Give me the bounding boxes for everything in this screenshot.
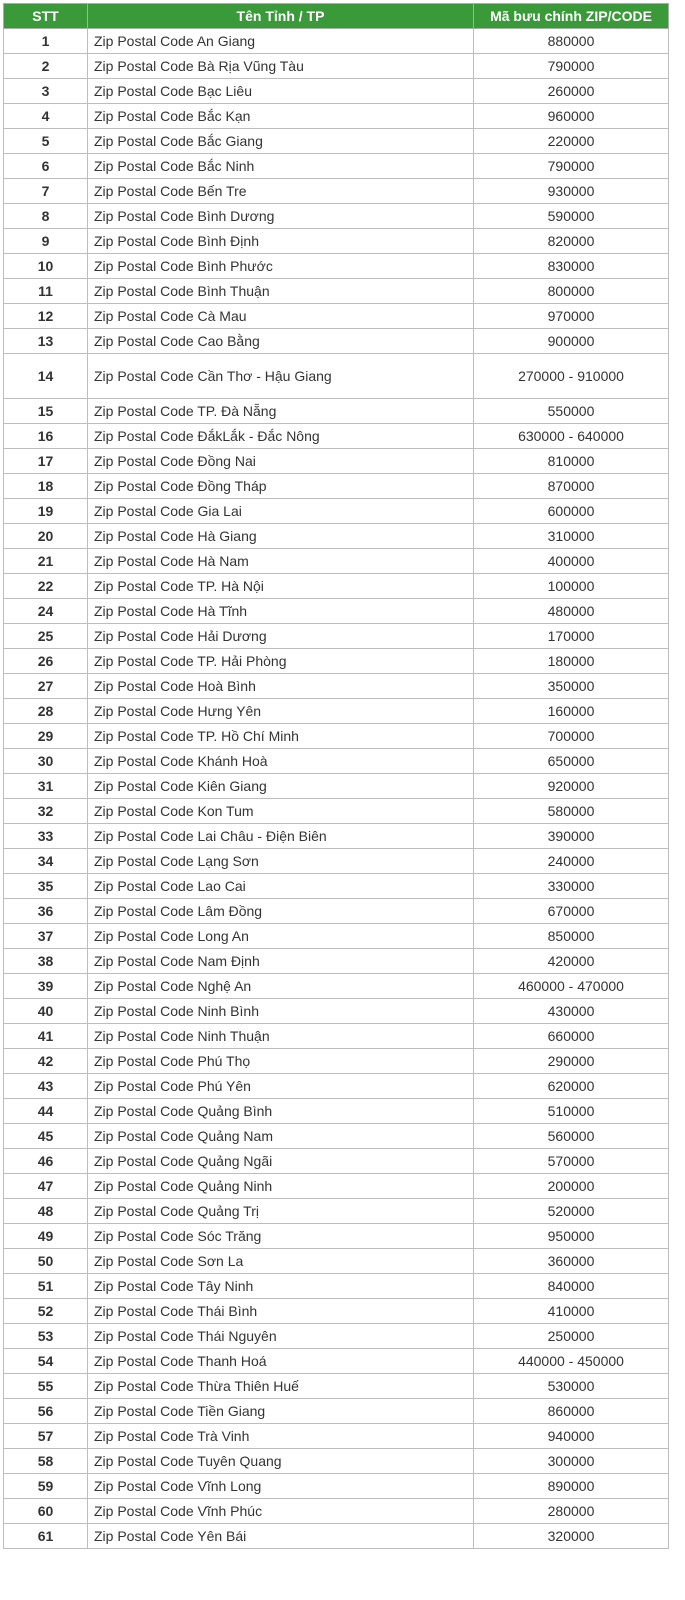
row-stt: 47 (4, 1174, 88, 1199)
row-zip-code: 960000 (474, 104, 669, 129)
row-zip-code: 790000 (474, 154, 669, 179)
table-row (4, 1349, 669, 1374)
row-zip-code: 570000 (474, 1149, 669, 1174)
row-stt: 1 (4, 29, 88, 54)
row-stt: 29 (4, 724, 88, 749)
row-province-name: Zip Postal Code Kon Tum (88, 799, 474, 824)
row-stt: 34 (4, 849, 88, 874)
table-row (4, 1424, 669, 1449)
row-stt: 42 (4, 1049, 88, 1074)
row-stt: 35 (4, 874, 88, 899)
table-row (4, 279, 669, 304)
row-province-name: Zip Postal Code ĐắkLắk - Đắc Nông (88, 424, 474, 449)
table-row (4, 229, 669, 254)
row-province-name: Zip Postal Code Phú Yên (88, 1074, 474, 1099)
row-province-name: Zip Postal Code TP. Hồ Chí Minh (88, 724, 474, 749)
row-province-name: Zip Postal Code Lạng Sơn (88, 849, 474, 874)
row-stt: 55 (4, 1374, 88, 1399)
header-stt: STT (4, 4, 88, 29)
row-zip-code: 170000 (474, 624, 669, 649)
row-zip-code: 160000 (474, 699, 669, 724)
row-province-name: Zip Postal Code Vĩnh Phúc (88, 1499, 474, 1524)
row-stt: 49 (4, 1224, 88, 1249)
row-stt: 58 (4, 1449, 88, 1474)
row-zip-code: 630000 - 640000 (474, 424, 669, 449)
row-province-name: Zip Postal Code Sơn La (88, 1249, 474, 1274)
header-province: Tên Tỉnh / TP (88, 4, 474, 29)
row-zip-code: 800000 (474, 279, 669, 304)
table-row (4, 1124, 669, 1149)
table-row (4, 499, 669, 524)
row-zip-code: 310000 (474, 524, 669, 549)
table-row (4, 129, 669, 154)
row-stt: 30 (4, 749, 88, 774)
row-stt: 12 (4, 304, 88, 329)
row-stt: 50 (4, 1249, 88, 1274)
row-zip-code: 670000 (474, 899, 669, 924)
row-province-name: Zip Postal Code Phú Thọ (88, 1049, 474, 1074)
row-stt: 33 (4, 824, 88, 849)
row-stt: 6 (4, 154, 88, 179)
row-zip-code: 620000 (474, 1074, 669, 1099)
row-province-name: Zip Postal Code Đồng Tháp (88, 474, 474, 499)
row-zip-code: 260000 (474, 79, 669, 104)
table-row (4, 1274, 669, 1299)
table-row (4, 304, 669, 329)
row-province-name: Zip Postal Code Bà Rịa Vũng Tàu (88, 54, 474, 79)
table-row (4, 649, 669, 674)
row-stt: 46 (4, 1149, 88, 1174)
row-province-name: Zip Postal Code Long An (88, 924, 474, 949)
table-row (4, 104, 669, 129)
row-stt: 45 (4, 1124, 88, 1149)
row-stt: 54 (4, 1349, 88, 1374)
table-row (4, 924, 669, 949)
row-zip-code: 250000 (474, 1324, 669, 1349)
row-zip-code: 200000 (474, 1174, 669, 1199)
row-zip-code: 920000 (474, 774, 669, 799)
row-zip-code: 220000 (474, 129, 669, 154)
row-zip-code: 830000 (474, 254, 669, 279)
row-stt: 32 (4, 799, 88, 824)
row-province-name: Zip Postal Code Nghệ An (88, 974, 474, 999)
row-stt: 41 (4, 1024, 88, 1049)
row-stt: 7 (4, 179, 88, 204)
table-row (4, 1224, 669, 1249)
row-stt: 59 (4, 1474, 88, 1499)
row-province-name: Zip Postal Code Bắc Ninh (88, 154, 474, 179)
row-zip-code: 410000 (474, 1299, 669, 1324)
table-row (4, 54, 669, 79)
table-row (4, 874, 669, 899)
row-stt: 61 (4, 1524, 88, 1549)
row-stt: 20 (4, 524, 88, 549)
row-stt: 27 (4, 674, 88, 699)
row-province-name: Zip Postal Code Ninh Thuận (88, 1024, 474, 1049)
row-zip-code: 290000 (474, 1049, 669, 1074)
row-zip-code: 880000 (474, 29, 669, 54)
row-zip-code: 600000 (474, 499, 669, 524)
table-row (4, 1099, 669, 1124)
table-row (4, 699, 669, 724)
row-zip-code: 580000 (474, 799, 669, 824)
row-province-name: Zip Postal Code Hà Nam (88, 549, 474, 574)
table-row (4, 524, 669, 549)
row-province-name: Zip Postal Code Thái Nguyên (88, 1324, 474, 1349)
row-province-name: Zip Postal Code Bình Dương (88, 204, 474, 229)
table-row (4, 1474, 669, 1499)
row-stt: 5 (4, 129, 88, 154)
row-province-name: Zip Postal Code Lai Châu - Điện Biên (88, 824, 474, 849)
table-row (4, 154, 669, 179)
row-stt: 9 (4, 229, 88, 254)
table-row (4, 624, 669, 649)
row-province-name: Zip Postal Code Bắc Giang (88, 129, 474, 154)
row-stt: 31 (4, 774, 88, 799)
table-row (4, 399, 669, 424)
table-row (4, 79, 669, 104)
row-zip-code: 940000 (474, 1424, 669, 1449)
row-zip-code: 180000 (474, 649, 669, 674)
row-province-name: Zip Postal Code Quảng Ninh (88, 1174, 474, 1199)
row-zip-code: 950000 (474, 1224, 669, 1249)
table-row (4, 899, 669, 924)
row-stt: 24 (4, 599, 88, 624)
row-province-name: Zip Postal Code Kiên Giang (88, 774, 474, 799)
table-row (4, 1049, 669, 1074)
table-row (4, 1074, 669, 1099)
row-zip-code: 590000 (474, 204, 669, 229)
table-row (4, 599, 669, 624)
row-zip-code: 530000 (474, 1374, 669, 1399)
table-row (4, 354, 669, 399)
row-province-name: Zip Postal Code Cao Bằng (88, 329, 474, 354)
row-province-name: Zip Postal Code An Giang (88, 29, 474, 54)
row-stt: 22 (4, 574, 88, 599)
row-stt: 40 (4, 999, 88, 1024)
row-province-name: Zip Postal Code Quảng Bình (88, 1099, 474, 1124)
row-zip-code: 700000 (474, 724, 669, 749)
table-row (4, 474, 669, 499)
table-row (4, 574, 669, 599)
row-province-name: Zip Postal Code Đồng Nai (88, 449, 474, 474)
table-row (4, 179, 669, 204)
table-row (4, 1199, 669, 1224)
row-province-name: Zip Postal Code Cần Thơ - Hậu Giang (88, 354, 474, 399)
table-header-row (4, 4, 669, 29)
row-province-name: Zip Postal Code Nam Định (88, 949, 474, 974)
row-zip-code: 510000 (474, 1099, 669, 1124)
row-stt: 60 (4, 1499, 88, 1524)
row-zip-code: 520000 (474, 1199, 669, 1224)
row-stt: 8 (4, 204, 88, 229)
table-row (4, 1249, 669, 1274)
table-row (4, 1449, 669, 1474)
row-stt: 39 (4, 974, 88, 999)
row-zip-code: 390000 (474, 824, 669, 849)
table-row (4, 449, 669, 474)
row-zip-code: 480000 (474, 599, 669, 624)
row-province-name: Zip Postal Code Quảng Ngãi (88, 1149, 474, 1174)
row-zip-code: 790000 (474, 54, 669, 79)
table-row (4, 974, 669, 999)
row-province-name: Zip Postal Code Thừa Thiên Huế (88, 1374, 474, 1399)
row-zip-code: 550000 (474, 399, 669, 424)
row-province-name: Zip Postal Code Tây Ninh (88, 1274, 474, 1299)
row-zip-code: 300000 (474, 1449, 669, 1474)
row-stt: 25 (4, 624, 88, 649)
row-stt: 28 (4, 699, 88, 724)
table-row (4, 329, 669, 354)
row-zip-code: 280000 (474, 1499, 669, 1524)
row-stt: 36 (4, 899, 88, 924)
row-stt: 11 (4, 279, 88, 304)
table-body (4, 29, 669, 1549)
row-stt: 18 (4, 474, 88, 499)
table-row (4, 949, 669, 974)
row-province-name: Zip Postal Code Yên Bái (88, 1524, 474, 1549)
table-row (4, 674, 669, 699)
row-province-name: Zip Postal Code Hà Tĩnh (88, 599, 474, 624)
row-province-name: Zip Postal Code Ninh Bình (88, 999, 474, 1024)
row-stt: 17 (4, 449, 88, 474)
table-row (4, 749, 669, 774)
row-zip-code: 810000 (474, 449, 669, 474)
row-province-name: Zip Postal Code TP. Hà Nội (88, 574, 474, 599)
row-zip-code: 860000 (474, 1399, 669, 1424)
row-stt: 44 (4, 1099, 88, 1124)
row-zip-code: 820000 (474, 229, 669, 254)
row-zip-code: 970000 (474, 304, 669, 329)
row-stt: 3 (4, 79, 88, 104)
row-province-name: Zip Postal Code Hải Dương (88, 624, 474, 649)
table-row (4, 724, 669, 749)
row-province-name: Zip Postal Code Khánh Hoà (88, 749, 474, 774)
row-zip-code: 560000 (474, 1124, 669, 1149)
table-row (4, 1149, 669, 1174)
row-province-name: Zip Postal Code Bến Tre (88, 179, 474, 204)
row-province-name: Zip Postal Code Thanh Hoá (88, 1349, 474, 1374)
row-province-name: Zip Postal Code Bình Thuận (88, 279, 474, 304)
row-zip-code: 890000 (474, 1474, 669, 1499)
row-province-name: Zip Postal Code Lao Cai (88, 874, 474, 899)
table-row (4, 424, 669, 449)
row-zip-code: 870000 (474, 474, 669, 499)
row-province-name: Zip Postal Code Vĩnh Long (88, 1474, 474, 1499)
table-row (4, 799, 669, 824)
table-row (4, 1374, 669, 1399)
row-zip-code: 240000 (474, 849, 669, 874)
row-stt: 14 (4, 354, 88, 399)
row-province-name: Zip Postal Code Sóc Trăng (88, 1224, 474, 1249)
row-stt: 53 (4, 1324, 88, 1349)
table-row (4, 774, 669, 799)
row-zip-code: 660000 (474, 1024, 669, 1049)
row-zip-code: 850000 (474, 924, 669, 949)
row-stt: 57 (4, 1424, 88, 1449)
row-stt: 52 (4, 1299, 88, 1324)
row-zip-code: 460000 - 470000 (474, 974, 669, 999)
row-zip-code: 650000 (474, 749, 669, 774)
header-zip: Mã bưu chính ZIP/CODE (474, 4, 669, 29)
row-stt: 19 (4, 499, 88, 524)
row-province-name: Zip Postal Code Thái Bình (88, 1299, 474, 1324)
row-zip-code: 350000 (474, 674, 669, 699)
row-zip-code: 360000 (474, 1249, 669, 1274)
table-row (4, 824, 669, 849)
table-row (4, 1174, 669, 1199)
table-row (4, 549, 669, 574)
row-stt: 15 (4, 399, 88, 424)
row-stt: 43 (4, 1074, 88, 1099)
row-province-name: Zip Postal Code Hà Giang (88, 524, 474, 549)
table-row (4, 1324, 669, 1349)
table-row (4, 1399, 669, 1424)
row-province-name: Zip Postal Code Bạc Liêu (88, 79, 474, 104)
row-stt: 13 (4, 329, 88, 354)
row-stt: 10 (4, 254, 88, 279)
row-stt: 2 (4, 54, 88, 79)
row-province-name: Zip Postal Code Lâm Đồng (88, 899, 474, 924)
row-province-name: Zip Postal Code Gia Lai (88, 499, 474, 524)
table-row (4, 254, 669, 279)
row-province-name: Zip Postal Code Hoà Bình (88, 674, 474, 699)
row-stt: 16 (4, 424, 88, 449)
table-row (4, 204, 669, 229)
row-province-name: Zip Postal Code Tuyên Quang (88, 1449, 474, 1474)
table-row (4, 29, 669, 54)
row-stt: 38 (4, 949, 88, 974)
row-zip-code: 420000 (474, 949, 669, 974)
row-zip-code: 320000 (474, 1524, 669, 1549)
row-zip-code: 100000 (474, 574, 669, 599)
row-zip-code: 840000 (474, 1274, 669, 1299)
row-province-name: Zip Postal Code Quảng Trị (88, 1199, 474, 1224)
row-stt: 21 (4, 549, 88, 574)
table-row (4, 1524, 669, 1549)
row-stt: 26 (4, 649, 88, 674)
table-row (4, 1299, 669, 1324)
row-stt: 56 (4, 1399, 88, 1424)
row-zip-code: 400000 (474, 549, 669, 574)
row-province-name: Zip Postal Code TP. Đà Nẵng (88, 399, 474, 424)
row-province-name: Zip Postal Code Quảng Nam (88, 1124, 474, 1149)
row-province-name: Zip Postal Code Bình Phước (88, 254, 474, 279)
table-row (4, 999, 669, 1024)
row-zip-code: 930000 (474, 179, 669, 204)
table-row (4, 849, 669, 874)
row-zip-code: 430000 (474, 999, 669, 1024)
row-province-name: Zip Postal Code Trà Vinh (88, 1424, 474, 1449)
row-stt: 51 (4, 1274, 88, 1299)
row-zip-code: 440000 - 450000 (474, 1349, 669, 1374)
zip-code-table (3, 3, 669, 1549)
table-row (4, 1024, 669, 1049)
table-row (4, 1499, 669, 1524)
row-stt: 48 (4, 1199, 88, 1224)
row-zip-code: 270000 - 910000 (474, 354, 669, 399)
row-province-name: Zip Postal Code Bắc Kạn (88, 104, 474, 129)
row-zip-code: 330000 (474, 874, 669, 899)
row-zip-code: 900000 (474, 329, 669, 354)
row-stt: 37 (4, 924, 88, 949)
row-province-name: Zip Postal Code TP. Hải Phòng (88, 649, 474, 674)
row-province-name: Zip Postal Code Tiền Giang (88, 1399, 474, 1424)
row-province-name: Zip Postal Code Hưng Yên (88, 699, 474, 724)
row-province-name: Zip Postal Code Cà Mau (88, 304, 474, 329)
row-province-name: Zip Postal Code Bình Định (88, 229, 474, 254)
row-stt: 4 (4, 104, 88, 129)
